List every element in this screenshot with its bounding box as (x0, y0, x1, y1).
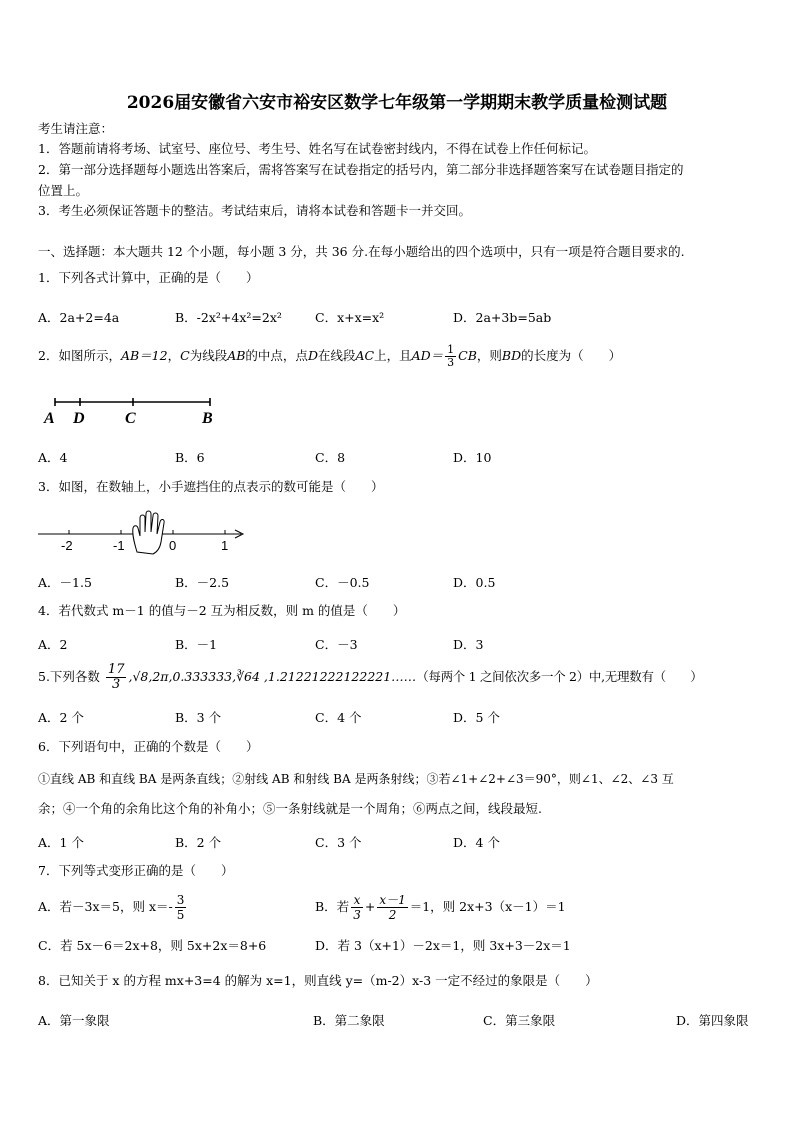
q3-option-b[interactable]: B．－2.5 (175, 575, 230, 590)
q7-option-b[interactable] (315, 884, 566, 930)
q2-point-d: D (307, 348, 318, 363)
q2-option-d[interactable]: D．10 (453, 450, 492, 465)
q7-b-frac2-num: x－1 (379, 893, 406, 907)
q7-option-d[interactable]: D．若 3（x+1）－2x＝1，则 3x+3－2x＝1 (315, 938, 571, 953)
q2-segment-ab: AB (227, 348, 246, 363)
q7-b-frac1-num: x (351, 893, 363, 908)
question-4-stem: 4．若代数式 m－1 的值与－2 互为相反数，则 m 的值是（ ） (38, 603, 406, 618)
question-8-stem: 8．已知关于 x 的方程 mx+3=4 的解为 x=1，则直线 y=（m-2）x-3 一定不经过的象限是（ ） (38, 973, 598, 988)
q5-option-c[interactable]: C．4 个 (315, 710, 362, 725)
q7-b-frac2-den: 2 (388, 908, 397, 922)
notice-item-1: 1．答题前请将考场、试室号、座位号、考生号、姓名写在试卷密封线内，不得在试卷上作任何标记。 (38, 141, 596, 156)
q2-text-e: 在线段 (317, 348, 356, 363)
q2-text-f: 上，且 (374, 348, 412, 363)
q5-text-b: （每两个 1 之间依次多一个 2）中,无理数有（ ） (416, 669, 703, 684)
q7-a-frac-num: 3 (176, 893, 185, 907)
q5-fraction (106, 663, 127, 692)
q2-option-a[interactable]: A．4 (38, 450, 68, 465)
q6-option-a[interactable]: A．1 个 (38, 835, 84, 850)
q4-option-b[interactable]: B．－1 (175, 637, 218, 652)
axis-label-minus-2: -2 (61, 538, 73, 553)
q5-option-b[interactable]: B．3 个 (175, 710, 222, 725)
q8-option-d[interactable]: D．第四象限 (676, 1013, 749, 1028)
question-7-stem: 7．下列等式变形正确的是（ ） (38, 863, 234, 878)
q7-option-a-fraction (175, 893, 187, 922)
notice-item-2-cont: 位置上。 (38, 183, 89, 198)
q2-ad-eq: AD＝ (411, 348, 444, 363)
q7-b-frac1-den: 3 (353, 908, 361, 922)
q7-option-a-text: A．若－3x＝5，则 x＝- (38, 899, 173, 914)
q2-frac-den: 3 (447, 356, 455, 369)
label-c: C (125, 410, 136, 427)
q6-statements-line-2: 余；④一个角的余角比这个角的补角小；⑤一条射线就是一个周角；⑥两点之间，线段最短. (38, 801, 542, 816)
label-d: D (73, 410, 85, 427)
q7-option-b-text-b: ＝1，则 2x+3（x－1）＝1 (409, 899, 566, 914)
q1-option-c[interactable]: C．x+x=x² (315, 310, 385, 325)
axis-label-0: 0 (169, 538, 177, 553)
notice-item-2: 2．第一部分选择题每小题选出答案后，需将答案写在试卷指定的括号内，第二部分非选择题答案写在试卷题目指定的 (38, 162, 684, 177)
axis-label-minus-1: -1 (113, 538, 125, 553)
q7-option-b-text-a: B．若 (315, 899, 350, 914)
q7-b-plus: + (364, 899, 376, 914)
notice-heading: 考生请注意： (38, 121, 114, 136)
q2-frac-num: 1 (447, 343, 455, 356)
q1-option-a[interactable]: A．2a+2=4a (38, 310, 120, 325)
label-a: A (44, 410, 55, 427)
q6-option-c[interactable]: C．3 个 (315, 835, 362, 850)
q5-frac-num: 17 (107, 662, 125, 677)
q7-option-b-fraction-1 (351, 893, 363, 922)
q6-statements-line-1: ①直线 AB 和直线 BA 是两条直线；②射线 AB 和射线 BA 是两条射线；③若∠1+∠2+∠3＝90°，则∠1、∠2、∠3 互 (38, 772, 674, 786)
question-1-stem: 1．下列各式计算中，正确的是（ ） (38, 270, 259, 285)
question-6-stem: 6．下列语句中，正确的个数是（ ） (38, 739, 259, 754)
q1-option-b[interactable]: B．-2x²+4x²=2x² (175, 310, 282, 325)
section-heading: 一、选择题：本大题共 12 个小题，每小题 3 分，共 36 分.在每小题给出的四个选项中，只有一项是符合题目要求的. (38, 244, 685, 259)
q4-option-a[interactable]: A．2 (38, 637, 68, 652)
q4-option-d[interactable]: D．3 (453, 637, 484, 652)
q2-text-d: 的中点，点 (245, 348, 308, 363)
q2-text-g: ，则 (476, 348, 502, 363)
q2-text-a: 2．如图所示， (38, 348, 121, 363)
q2-text-b: ， (167, 348, 181, 363)
q7-option-c[interactable]: C．若 5x－6＝2x+8，则 5x+2x＝8+6 (38, 938, 267, 953)
q3-option-c[interactable]: C．－0.5 (315, 575, 370, 590)
q7-option-b-fraction-2 (377, 893, 407, 922)
axis-label-1: 1 (221, 538, 229, 553)
q2-text-c: 为线段 (189, 348, 228, 363)
q2-option-b[interactable]: B．6 (175, 450, 205, 465)
q1-option-d[interactable]: D．2a+3b=5ab (453, 310, 552, 325)
q2-segment-ac: AC (355, 348, 375, 363)
label-b: B (202, 410, 213, 427)
q8-option-c[interactable]: C．第三象限 (483, 1013, 556, 1028)
q2-point-c: C (180, 348, 190, 363)
question-2-stem (38, 344, 621, 369)
q2-segment-bd: BD (501, 348, 522, 363)
q3-option-a[interactable]: A．－1.5 (38, 575, 92, 590)
question-3-stem: 3．如图，在数轴上，小手遮挡住的点表示的数可能是（ ） (38, 479, 384, 494)
hand-icon (133, 511, 164, 554)
q5-text-a: 5.下列各数 (38, 669, 100, 684)
q2-segment-figure (40, 392, 230, 428)
q5-option-a[interactable]: A．2 个 (38, 710, 84, 725)
q4-option-c[interactable]: C．－3 (315, 637, 358, 652)
q2-fraction (445, 344, 456, 369)
notice-item-3: 3．考生必须保证答题卡的整洁。考试结束后，请将本试卷和答题卡一并交回。 (38, 203, 471, 218)
q6-option-d[interactable]: D．4 个 (453, 835, 500, 850)
q2-ab-length: AB＝12 (120, 348, 168, 363)
q2-segment-cb: CB (458, 348, 477, 363)
q8-option-a[interactable]: A．第一象限 (38, 1013, 110, 1028)
page-title: 2026届安徽省六安市裕安区数学七年级第一学期期末教学质量检测试题 (126, 93, 668, 113)
q6-option-b[interactable]: B．2 个 (175, 835, 222, 850)
q7-a-frac-den: 5 (176, 908, 185, 922)
q3-number-line-figure (36, 508, 246, 558)
q5-frac-den: 3 (112, 677, 121, 692)
q8-option-b[interactable]: B．第二象限 (313, 1013, 385, 1028)
q2-option-c[interactable]: C．8 (315, 450, 346, 465)
question-5-stem (38, 662, 702, 692)
q7-option-a[interactable] (38, 884, 188, 930)
q5-option-d[interactable]: D．5 个 (453, 710, 500, 725)
q2-text-h: 的长度为（ ） (521, 348, 622, 363)
q3-option-d[interactable]: D．0.5 (453, 575, 496, 590)
q5-numbers: ,√8,2π,0.333333,∛64 ,1.21221222122221…… (128, 669, 417, 684)
